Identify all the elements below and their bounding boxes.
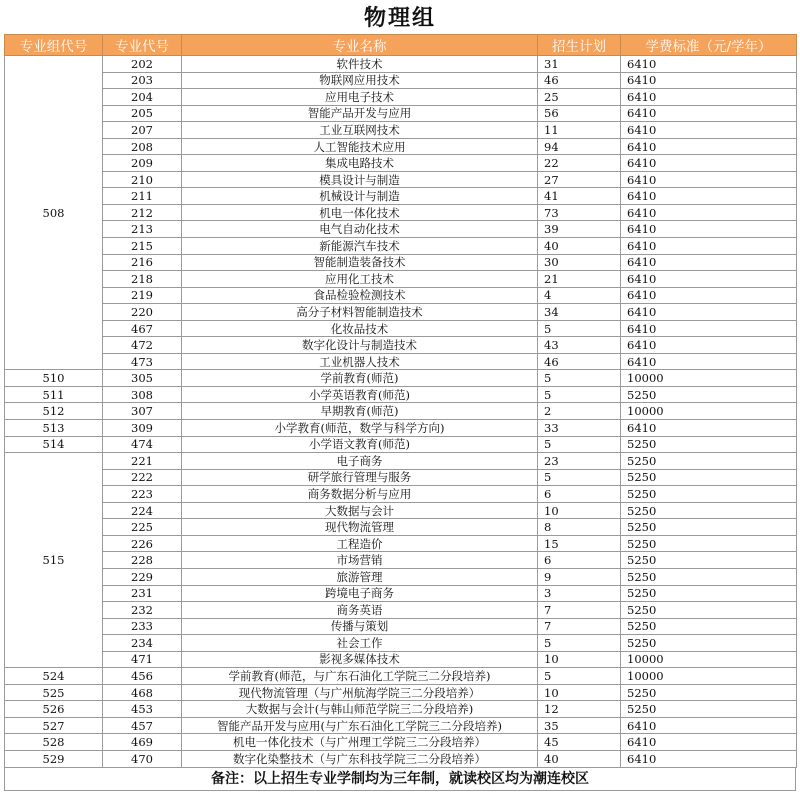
table-row	[5, 171, 797, 188]
table-row	[5, 56, 797, 73]
table-row	[5, 304, 797, 321]
major-code-cell: 308	[103, 386, 182, 403]
plan-cell: 94	[538, 138, 621, 155]
fee-cell: 6410	[621, 188, 797, 205]
major-name-cell: 小学英语教育(师范)	[182, 386, 538, 403]
plan-cell: 39	[538, 221, 621, 238]
table-row	[5, 585, 797, 602]
major-code-cell: 207	[103, 122, 182, 139]
major-name-cell: 社会工作	[182, 635, 538, 652]
fee-cell: 6410	[621, 171, 797, 188]
header-major-code: 专业代号	[103, 35, 182, 56]
table-row	[5, 271, 797, 288]
major-code-cell: 223	[103, 486, 182, 503]
major-code-cell: 225	[103, 519, 182, 536]
fee-cell: 10000	[621, 651, 797, 668]
footer-note: 备注：以上招生专业学制均为三年制，就读校区均为潮连校区	[4, 768, 796, 791]
major-code-cell: 212	[103, 204, 182, 221]
major-code-cell: 202	[103, 56, 182, 73]
major-code-cell: 229	[103, 568, 182, 585]
major-name-cell: 数字化染整技术（与广东科技学院三二分段培养）	[182, 750, 538, 767]
major-code-cell: 232	[103, 602, 182, 619]
fee-cell: 6410	[621, 750, 797, 767]
fee-cell: 5250	[621, 552, 797, 569]
plan-cell: 22	[538, 155, 621, 172]
major-name-cell: 学前教育(师范)	[182, 370, 538, 387]
plan-cell: 5	[538, 370, 621, 387]
fee-cell: 5250	[621, 602, 797, 619]
major-name-cell: 工程造价	[182, 535, 538, 552]
fee-cell: 5250	[621, 684, 797, 701]
page-title: 物理组	[363, 5, 436, 31]
plan-cell: 5	[538, 668, 621, 685]
major-name-cell: 智能制造装备技术	[182, 254, 538, 271]
major-code-cell: 224	[103, 502, 182, 519]
table-header-row	[5, 35, 797, 56]
plan-cell: 46	[538, 72, 621, 89]
major-code-cell: 208	[103, 138, 182, 155]
plan-cell: 40	[538, 238, 621, 255]
plan-cell: 31	[538, 56, 621, 73]
major-code-cell: 219	[103, 287, 182, 304]
fee-cell: 5250	[621, 453, 797, 470]
fee-cell: 5250	[621, 701, 797, 718]
table-row	[5, 684, 797, 701]
major-name-cell: 旅游管理	[182, 568, 538, 585]
table-row	[5, 221, 797, 238]
major-name-cell: 大数据与会计(与韩山师范学院三二分段培养)	[182, 701, 538, 718]
major-name-cell: 智能产品开发与应用	[182, 105, 538, 122]
plan-cell: 40	[538, 750, 621, 767]
major-name-cell: 学前教育(师范，与广东石油化工学院三二分段培养)	[182, 668, 538, 685]
table-row	[5, 486, 797, 503]
plan-cell: 25	[538, 89, 621, 106]
fee-cell: 6410	[621, 105, 797, 122]
group-code-cell: 508	[5, 56, 103, 370]
major-code-cell: 468	[103, 684, 182, 701]
plan-cell: 10	[538, 684, 621, 701]
fee-cell: 5250	[621, 436, 797, 453]
group-code-cell: 526	[5, 701, 103, 718]
table-row	[5, 403, 797, 420]
major-code-cell: 472	[103, 337, 182, 354]
plan-cell: 34	[538, 304, 621, 321]
fee-cell: 6410	[621, 287, 797, 304]
table-row	[5, 105, 797, 122]
major-code-cell: 221	[103, 453, 182, 470]
major-code-cell: 456	[103, 668, 182, 685]
major-name-cell: 模具设计与制造	[182, 171, 538, 188]
enrollment-table	[4, 34, 797, 768]
fee-cell: 6410	[621, 420, 797, 437]
major-name-cell: 现代物流管理	[182, 519, 538, 536]
major-name-cell: 集成电路技术	[182, 155, 538, 172]
group-code-cell: 513	[5, 420, 103, 437]
major-code-cell: 215	[103, 238, 182, 255]
plan-cell: 5	[538, 469, 621, 486]
major-code-cell: 309	[103, 420, 182, 437]
fee-cell: 6410	[621, 304, 797, 321]
plan-cell: 56	[538, 105, 621, 122]
plan-cell: 27	[538, 171, 621, 188]
plan-cell: 6	[538, 486, 621, 503]
plan-cell: 43	[538, 337, 621, 354]
plan-cell: 46	[538, 353, 621, 370]
plan-cell: 2	[538, 403, 621, 420]
table-row	[5, 138, 797, 155]
fee-cell: 6410	[621, 337, 797, 354]
plan-cell: 7	[538, 618, 621, 635]
fee-cell: 10000	[621, 370, 797, 387]
major-code-cell: 471	[103, 651, 182, 668]
table-row	[5, 469, 797, 486]
table-row	[5, 717, 797, 734]
fee-cell: 5250	[621, 519, 797, 536]
fee-cell: 5250	[621, 469, 797, 486]
major-name-cell: 商务数据分析与应用	[182, 486, 538, 503]
plan-cell: 6	[538, 552, 621, 569]
major-code-cell: 467	[103, 320, 182, 337]
table-row	[5, 668, 797, 685]
major-code-cell: 211	[103, 188, 182, 205]
major-code-cell: 234	[103, 635, 182, 652]
table-row	[5, 519, 797, 536]
fee-cell: 5250	[621, 502, 797, 519]
major-name-cell: 电子商务	[182, 453, 538, 470]
major-code-cell: 226	[103, 535, 182, 552]
fee-cell: 6410	[621, 155, 797, 172]
plan-cell: 8	[538, 519, 621, 536]
plan-cell: 11	[538, 122, 621, 139]
major-name-cell: 小学教育(师范，数学与科学方向)	[182, 420, 538, 437]
table-body	[5, 56, 797, 768]
plan-cell: 12	[538, 701, 621, 718]
major-code-cell: 216	[103, 254, 182, 271]
plan-cell: 5	[538, 320, 621, 337]
header-plan: 招生计划	[538, 35, 621, 56]
table-row	[5, 122, 797, 139]
major-name-cell: 工业机器人技术	[182, 353, 538, 370]
major-code-cell: 209	[103, 155, 182, 172]
table-row	[5, 651, 797, 668]
fee-cell: 6410	[621, 320, 797, 337]
fee-cell: 5250	[621, 568, 797, 585]
table-row	[5, 287, 797, 304]
table-row	[5, 353, 797, 370]
major-code-cell: 233	[103, 618, 182, 635]
fee-cell: 5250	[621, 635, 797, 652]
major-code-cell: 473	[103, 353, 182, 370]
plan-cell: 3	[538, 585, 621, 602]
major-name-cell: 数字化设计与制造技术	[182, 337, 538, 354]
major-name-cell: 市场营销	[182, 552, 538, 569]
table-row	[5, 453, 797, 470]
major-name-cell: 机电一体化技术（与广州理工学院三二分段培养）	[182, 734, 538, 751]
major-code-cell: 470	[103, 750, 182, 767]
table-row	[5, 420, 797, 437]
table-row	[5, 602, 797, 619]
table-row	[5, 238, 797, 255]
major-code-cell: 453	[103, 701, 182, 718]
table-row	[5, 89, 797, 106]
group-code-cell: 528	[5, 734, 103, 751]
major-code-cell: 474	[103, 436, 182, 453]
plan-cell: 73	[538, 204, 621, 221]
table-row	[5, 552, 797, 569]
major-name-cell: 传播与策划	[182, 618, 538, 635]
major-name-cell: 早期教育(师范)	[182, 403, 538, 420]
major-name-cell: 机械设计与制造	[182, 188, 538, 205]
major-name-cell: 工业互联网技术	[182, 122, 538, 139]
table-row	[5, 386, 797, 403]
group-code-cell: 515	[5, 453, 103, 668]
group-code-cell: 511	[5, 386, 103, 403]
plan-cell: 33	[538, 420, 621, 437]
table-row	[5, 337, 797, 354]
fee-cell: 6410	[621, 56, 797, 73]
table-row	[5, 436, 797, 453]
major-name-cell: 大数据与会计	[182, 502, 538, 519]
major-code-cell: 203	[103, 72, 182, 89]
fee-cell: 6410	[621, 221, 797, 238]
table-row	[5, 155, 797, 172]
table-row	[5, 701, 797, 718]
plan-cell: 21	[538, 271, 621, 288]
fee-cell: 5250	[621, 585, 797, 602]
major-name-cell: 软件技术	[182, 56, 538, 73]
fee-cell: 10000	[621, 668, 797, 685]
fee-cell: 6410	[621, 89, 797, 106]
plan-cell: 30	[538, 254, 621, 271]
major-name-cell: 高分子材料智能制造技术	[182, 304, 538, 321]
fee-cell: 10000	[621, 403, 797, 420]
plan-cell: 5	[538, 635, 621, 652]
major-name-cell: 应用电子技术	[182, 89, 538, 106]
major-code-cell: 220	[103, 304, 182, 321]
major-name-cell: 电气自动化技术	[182, 221, 538, 238]
fee-cell: 6410	[621, 204, 797, 221]
major-code-cell: 469	[103, 734, 182, 751]
major-name-cell: 机电一体化技术	[182, 204, 538, 221]
header-group-code: 专业组代号	[5, 35, 103, 56]
table-row	[5, 750, 797, 767]
fee-cell: 6410	[621, 353, 797, 370]
table-row	[5, 635, 797, 652]
fee-cell: 6410	[621, 238, 797, 255]
major-code-cell: 457	[103, 717, 182, 734]
major-name-cell: 研学旅行管理与服务	[182, 469, 538, 486]
table-row	[5, 204, 797, 221]
header-fee: 学费标准（元/学年）	[621, 35, 797, 56]
major-code-cell: 222	[103, 469, 182, 486]
table-row	[5, 370, 797, 387]
fee-cell: 6410	[621, 271, 797, 288]
major-name-cell: 应用化工技术	[182, 271, 538, 288]
major-code-cell: 205	[103, 105, 182, 122]
group-code-cell: 510	[5, 370, 103, 387]
major-name-cell: 人工智能技术应用	[182, 138, 538, 155]
major-code-cell: 210	[103, 171, 182, 188]
plan-cell: 5	[538, 436, 621, 453]
plan-cell: 35	[538, 717, 621, 734]
major-name-cell: 食品检验检测技术	[182, 287, 538, 304]
fee-cell: 5250	[621, 386, 797, 403]
major-name-cell: 小学语文教育(师范)	[182, 436, 538, 453]
fee-cell: 6410	[621, 122, 797, 139]
major-code-cell: 307	[103, 403, 182, 420]
plan-cell: 10	[538, 651, 621, 668]
table-row	[5, 254, 797, 271]
table-row	[5, 502, 797, 519]
major-name-cell: 新能源汽车技术	[182, 238, 538, 255]
table-row	[5, 568, 797, 585]
table-row	[5, 535, 797, 552]
fee-cell: 6410	[621, 72, 797, 89]
plan-cell: 4	[538, 287, 621, 304]
plan-cell: 23	[538, 453, 621, 470]
group-code-cell: 524	[5, 668, 103, 685]
plan-cell: 45	[538, 734, 621, 751]
fee-cell: 5250	[621, 618, 797, 635]
major-code-cell: 231	[103, 585, 182, 602]
major-code-cell: 204	[103, 89, 182, 106]
major-code-cell: 228	[103, 552, 182, 569]
table-row	[5, 72, 797, 89]
fee-cell: 5250	[621, 535, 797, 552]
major-name-cell: 智能产品开发与应用(与广东石油化工学院三二分段培养)	[182, 717, 538, 734]
major-code-cell: 305	[103, 370, 182, 387]
group-code-cell: 512	[5, 403, 103, 420]
major-code-cell: 218	[103, 271, 182, 288]
major-name-cell: 现代物流管理（与广州航海学院三二分段培养）	[182, 684, 538, 701]
table-row	[5, 734, 797, 751]
fee-cell: 5250	[621, 486, 797, 503]
major-name-cell: 物联网应用技术	[182, 72, 538, 89]
table-row	[5, 320, 797, 337]
plan-cell: 41	[538, 188, 621, 205]
major-name-cell: 商务英语	[182, 602, 538, 619]
group-code-cell: 527	[5, 717, 103, 734]
fee-cell: 6410	[621, 734, 797, 751]
major-name-cell: 跨境电子商务	[182, 585, 538, 602]
fee-cell: 6410	[621, 254, 797, 271]
major-name-cell: 影视多媒体技术	[182, 651, 538, 668]
fee-cell: 6410	[621, 717, 797, 734]
plan-cell: 7	[538, 602, 621, 619]
table-row	[5, 188, 797, 205]
table-row	[5, 618, 797, 635]
plan-cell: 9	[538, 568, 621, 585]
group-code-cell: 525	[5, 684, 103, 701]
fee-cell: 6410	[621, 138, 797, 155]
header-major-name: 专业名称	[182, 35, 538, 56]
plan-cell: 10	[538, 502, 621, 519]
plan-cell: 15	[538, 535, 621, 552]
major-code-cell: 213	[103, 221, 182, 238]
group-code-cell: 529	[5, 750, 103, 767]
major-name-cell: 化妆品技术	[182, 320, 538, 337]
plan-cell: 5	[538, 386, 621, 403]
group-code-cell: 514	[5, 436, 103, 453]
